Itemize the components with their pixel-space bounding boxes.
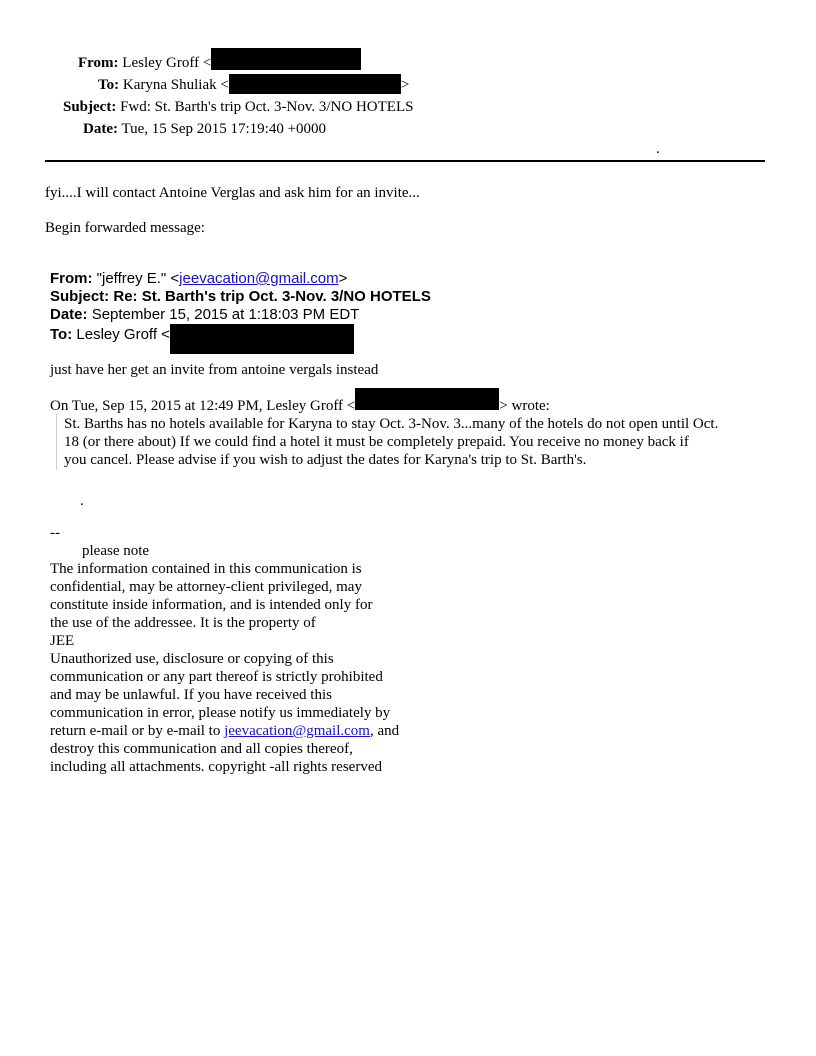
subject-value: Fwd: St. Barth's trip Oct. 3-Nov. 3/NO HOTELS xyxy=(120,99,414,115)
fwd-subject xyxy=(50,288,431,306)
header-from xyxy=(78,54,361,72)
redaction xyxy=(170,324,354,354)
reply-text: just have her get an invite from antoine vergals instead xyxy=(50,362,379,378)
return-text-start: return e-mail or by e-mail to xyxy=(50,723,225,739)
fwd-to-value: Lesley Groff < xyxy=(76,326,170,343)
return-text-end: , and xyxy=(369,723,400,739)
to-label: To: xyxy=(98,77,120,93)
from-value: Lesley Groff < xyxy=(122,55,212,71)
fwd-subject-label: Subject: xyxy=(50,288,110,305)
quote-bar xyxy=(56,414,57,470)
redaction xyxy=(229,74,401,94)
fwd-from-name: "jeffrey E." < xyxy=(96,270,180,287)
body-text: fyi....I will contact Antoine Verglas and ask him for an invite... xyxy=(45,185,420,201)
disclaimer-line: communication or any part thereof is strictly prohibited xyxy=(50,669,383,685)
quote-line: you cancel. Please advise if you wish to adjust the dates for Karyna's trip to St. Barth's. xyxy=(64,452,587,468)
divider xyxy=(45,160,765,162)
attribution-end: > wrote: xyxy=(499,398,550,414)
signature-separator: -- xyxy=(50,525,60,541)
fwd-from-label: From: xyxy=(50,270,93,287)
from-label: From: xyxy=(78,55,119,71)
disclaimer-line: the use of the addressee. It is the property of xyxy=(50,615,316,631)
email-link[interactable]: jeevacation@gmail.com xyxy=(224,723,370,739)
fwd-date-label: Date: xyxy=(50,306,88,323)
disclaimer-line xyxy=(50,722,399,740)
disclaimer-line: confidential, may be attorney-client privileged, may xyxy=(50,579,362,595)
subject-label: Subject: xyxy=(63,99,117,115)
fwd-subject-value: Re: St. Barth's trip Oct. 3-Nov. 3/NO HOTELS xyxy=(113,288,431,305)
body-text: Begin forwarded message: xyxy=(45,220,205,236)
fwd-date xyxy=(50,306,359,324)
attribution-line xyxy=(50,397,550,415)
date-value: Tue, 15 Sep 2015 17:19:40 +0000 xyxy=(121,121,327,137)
header-date xyxy=(83,120,326,138)
disclaimer-line: constitute inside information, and is intended only for xyxy=(50,597,373,613)
disclaimer-line: including all attachments. copyright -all rights reserved xyxy=(50,759,382,775)
quote-line: St. Barths has no hotels available for Karyna to stay Oct. 3-Nov. 3...many of the hotels do not open until Oct. xyxy=(64,416,719,432)
email-link[interactable]: jeevacation@gmail.com xyxy=(179,270,339,287)
to-close: > xyxy=(400,77,410,93)
disclaimer-line: JEE xyxy=(50,633,75,649)
fwd-from-close: > xyxy=(338,270,348,287)
quote-line: 18 (or there about) If we could find a hotel it must be completely prepaid. You receive no money back if xyxy=(64,434,689,450)
fwd-from xyxy=(50,270,347,288)
attribution-start: On Tue, Sep 15, 2015 at 12:49 PM, Lesley Groff < xyxy=(50,398,356,414)
disclaimer-line: and may be unlawful. If you have received this xyxy=(50,687,332,703)
disclaimer-line: Unauthorized use, disclosure or copying of this xyxy=(50,651,334,667)
redaction xyxy=(211,48,361,70)
header-to xyxy=(98,76,409,94)
disclaimer-line: The information contained in this communication is xyxy=(50,561,362,577)
fwd-to-label: To: xyxy=(50,326,73,343)
to-value: Karyna Shuliak < xyxy=(122,77,229,93)
signature-note: please note xyxy=(82,543,150,559)
redaction xyxy=(355,388,499,410)
dot: . xyxy=(80,493,84,509)
disclaimer-line: destroy this communication and all copies thereof, xyxy=(50,741,353,757)
dot: . xyxy=(656,141,660,157)
fwd-to xyxy=(50,326,354,354)
fwd-date-value: September 15, 2015 at 1:18:03 PM EDT xyxy=(91,306,360,323)
date-label: Date: xyxy=(83,121,118,137)
header-subject xyxy=(63,98,413,116)
disclaimer-line: communication in error, please notify us immediately by xyxy=(50,705,391,721)
